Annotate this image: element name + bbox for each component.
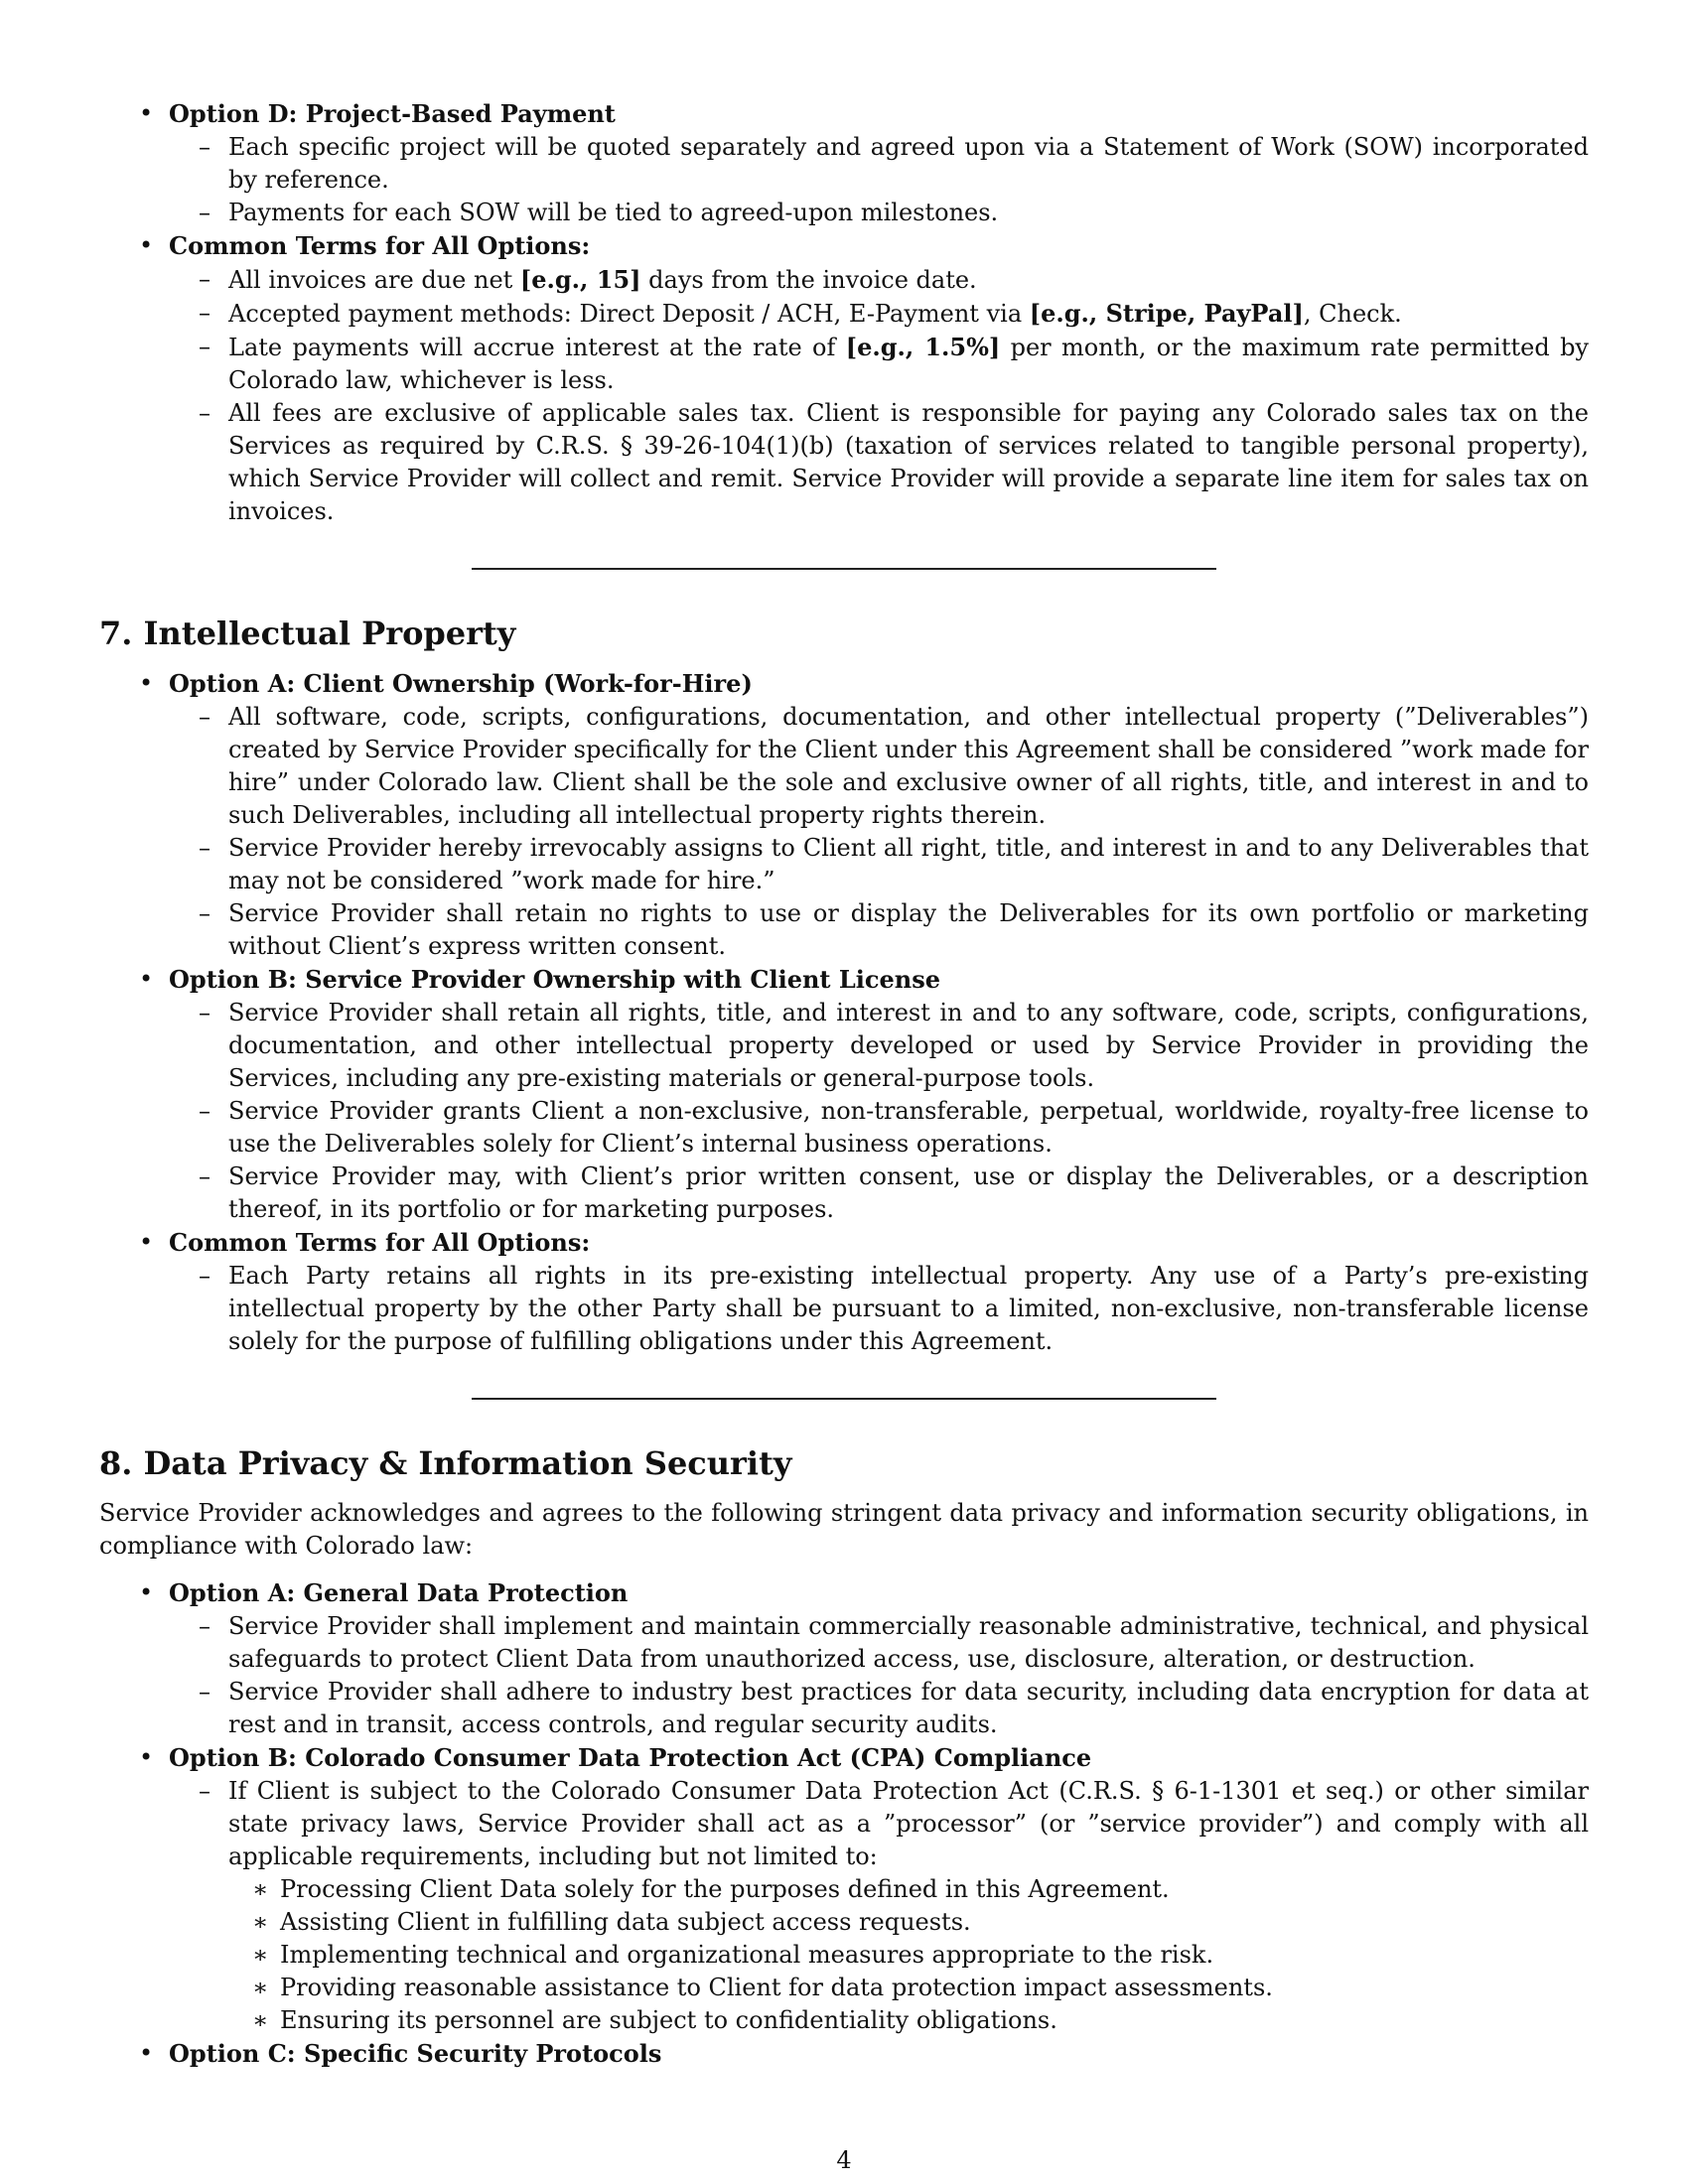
option-c-item (169, 2037, 1589, 2071)
list-item: – Service Provider shall adhere to industry best practices for data security, including data encryption for data at rest and in transit, access controls, and regular security audits. (228, 1676, 1589, 1741)
option-title: Option A: General Data Protection (169, 1578, 629, 1607)
list-item: – Each Party retains all rights in its pre-existing intellectual property. Any use of a Party’s pre-existing intellectual property by the other Party shall be pursuant to a limited, non-exclusive, non-transferable license solely for the purpose of fulfilling obligations under this Agreement. (228, 1260, 1589, 1358)
option-a-item (169, 667, 1589, 963)
list-item: – Service Provider shall retain no rights to use or display the Deliverables for its own portfolio or marketing without Client’s express written consent. (228, 897, 1589, 963)
section-intro: Service Provider acknowledges and agrees to the following stringent data privacy and information security obligations, in compliance with Colorado law: (99, 1499, 1589, 1560)
section-divider (472, 1398, 1216, 1400)
sub-list-item: ∗ Implementing technical and organizational measures appropriate to the risk. (280, 1939, 1589, 1972)
option-d-item (169, 97, 1589, 229)
common-terms-item (169, 1226, 1589, 1358)
option-b-item (169, 963, 1589, 1226)
document-page (99, 97, 1589, 2071)
common-terms-item (169, 229, 1589, 528)
privacy-options-list (99, 1576, 1589, 2071)
option-title: Option B: Service Provider Ownership with Client License (169, 965, 940, 994)
option-title: Option B: Colorado Consumer Data Protection Act (CPA) Compliance (169, 1743, 1092, 1772)
list-item: – Service Provider shall implement and maintain commercially reasonable administrative, technical, and physical safeguards to protect Client Data from unauthorized access, use, disclosure, alteration, or destruction. (228, 1610, 1589, 1676)
list-item: – Service Provider grants Client a non-exclusive, non-transferable, perpetual, worldwide, royalty-free license to use the Deliverables solely for Client’s internal business operations. (228, 1095, 1589, 1160)
option-b-item (169, 1741, 1589, 2037)
sub-list-item: ∗ Ensuring its personnel are subject to confidentiality obligations. (280, 2004, 1589, 2037)
option-title: Common Terms for All Options: (169, 231, 591, 260)
page-number: 4 (836, 2146, 852, 2174)
list-item: – Accepted payment methods: Direct Deposit / ACH, E-Payment via [e.g., Stripe, PayPal], Check. (228, 297, 1589, 331)
option-title: Option A: Client Ownership (Work-for-Hire) (169, 669, 753, 698)
option-title: Option C: Specific Security Protocols (169, 2039, 662, 2068)
sub-list-item: ∗ Processing Client Data solely for the purposes defined in this Agreement. (280, 1873, 1589, 1906)
sub-list-item: ∗ Providing reasonable assistance to Client for data protection impact assessments. (280, 1972, 1589, 2004)
list-item: – Service Provider shall retain all rights, title, and interest in and to any software, code, scripts, configurations, documentation, and other intellectual property developed or used by Service Provider in providing the Services, including any pre-existing materials or general-purpose tools. (228, 997, 1589, 1095)
payment-options-list (99, 97, 1589, 528)
option-title: Common Terms for All Options: (169, 1228, 591, 1257)
section-heading: 7. Intellectual Property (99, 614, 516, 652)
list-item: – If Client is subject to the Colorado Consumer Data Protection Act (C.R.S. § 6-1-1301 et seq.) or other similar state privacy laws, Service Provider shall act as a ”processor” (or ”service provider”) and comply with all applicable requirements, including but not limited to: ∗ Processing Client Data solely for the purposes defined in this Agreement. ∗ Assisting Client in fulfilling data subject access requests. ∗ Implementing technical and organizational measures appropriate to the risk. ∗ Providing reasonable assistance to Client for data protection impact assessments. ∗ Ensuring its personnel are subject to confidentiality obligations. (228, 1775, 1589, 2037)
list-item: – Late payments will accrue interest at the rate of [e.g., 1.5%] per month, or the maximum rate permitted by Colorado law, whichever is less. (228, 331, 1589, 397)
sub-list-item: ∗ Assisting Client in fulfilling data subject access requests. (280, 1906, 1589, 1939)
list-item: – Service Provider may, with Client’s prior written consent, use or display the Deliverables, or a description thereof, in its portfolio or for marketing purposes. (228, 1160, 1589, 1226)
ip-options-list (99, 667, 1589, 1358)
list-item: – All invoices are due net [e.g., 15] days from the invoice date. (228, 263, 1589, 297)
list-item: – Payments for each SOW will be tied to agreed-upon milestones. (228, 197, 1589, 229)
list-item: – All software, code, scripts, configurations, documentation, and other intellectual property (”Deliverables”) created by Service Provider specifically for the Client under this Agreement shall be considered ”work made for hire” under Colorado law. Client shall be the sole and exclusive owner of all rights, title, and interest in and to such Deliverables, including all intellectual property rights therein. (228, 701, 1589, 832)
section-divider (472, 568, 1216, 570)
list-item: – Each specific project will be quoted separately and agreed upon via a Statement of Work (SOW) incorporated by reference. (228, 131, 1589, 197)
section-heading: 8. Data Privacy & Information Security (99, 1444, 792, 1482)
list-item: – Service Provider hereby irrevocably assigns to Client all right, title, and interest in and to any Deliverables that may not be considered ”work made for hire.” (228, 832, 1589, 897)
list-item: – All fees are exclusive of applicable sales tax. Client is responsible for paying any Colorado sales tax on the Services as required by C.R.S. § 39-26-104(1)(b) (taxation of services related to tangible personal property), which Service Provider will collect and remit. Service Provider will provide a separate line item for sales tax on invoices. (228, 397, 1589, 528)
option-a-item (169, 1576, 1589, 1741)
option-title: Option D: Project-Based Payment (169, 99, 616, 128)
